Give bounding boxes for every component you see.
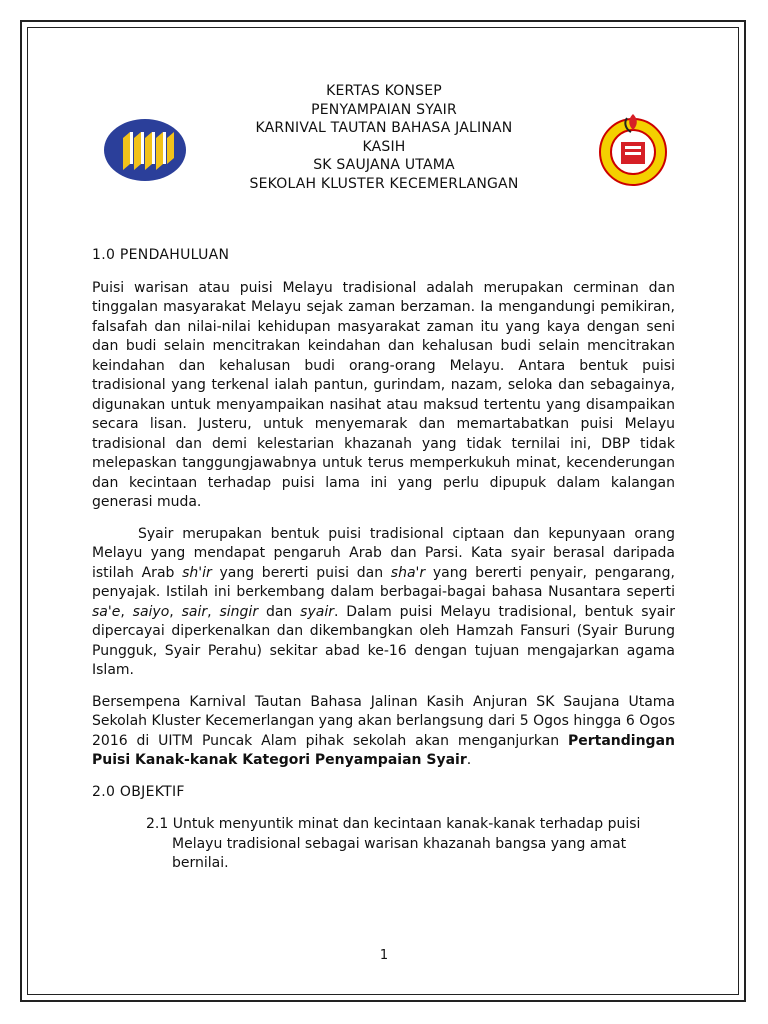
title-line: SEKOLAH KLUSTER KECEMERLANGAN: [249, 175, 519, 192]
paragraph: Bersempena Karnival Tautan Bahasa Jalinan Kasih Anjuran SK Saujana Utama Sekolah Kluster Kecemerlangan yang akan berlangsung dari 5 Ogos hingga 6 Ogos 2016 di UITM Puncak Alam pihak sekolah akan menganjurkan Pertandingan Puisi Kanak-kanak Kategori Penyampaian Syair.: [92, 693, 675, 768]
paragraph: Syair merupakan bentuk puisi tradisional ciptaan dan kepunyaan orang Melayu yang mendapat pengaruh Arab dan Parsi. Kata syair berasal daripada istilah Arab sh'ir yang bererti puisi dan sha'r yang bererti penyair, pengarang, penyajak. Istilah ini berkembang dalam berbagai-bagai bahasa Nusantara seperti sa'e, saiyo, sair, singir dan syair. Dalam puisi Melayu tradisional, bentuk syair dipercayai diperkenalkan dan dikembangkan oleh Hamzah Fansuri (Syair Burung Pungguk, Syair Perahu) sekitar abad ke-16 dengan tujuan mengajarkan agama Islam.: [92, 525, 676, 678]
competition-name: Pertandingan Puisi Kanak-kanak Kategori Penyampaian Syair: [92, 732, 675, 768]
objective-item-continuation: Melayu tradisional sebagai warisan khazanah bangsa yang amat bernilai.: [172, 835, 627, 871]
title-line: PENYAMPAIAN SYAIR: [311, 101, 457, 118]
title-line: KERTAS KONSEP: [326, 83, 442, 99]
paragraph: Puisi warisan atau puisi Melayu tradisional adalah merupakan cerminan dan tinggalan masyarakat Melayu sejak zaman berzaman. Ia mengandungi pemikiran, falsafah dan nilai-nilai kehidupan masyarakat zaman itu yang kaya dengan seni dan budi selain mencitrakan keindahan dan kehalusan budi selain mencitrakan keindahan dan kehalusan budi orang-orang Melayu. Antara bentuk puisi tradisional yang terkenal ialah pantun, gurindam, nazam, seloka dan sebagainya, digunakan untuk menyampaikan nasihat atau maksud tertentu yang disampaikan secara lisan. Justeru, untuk menyemarak dan memartabatkan puisi Melayu tradisional dan demi kelestarian khazanah yang tidak ternilai ini, DBP tidak melepaskan tanggungjawabnya untuk terus memperkukuh minat, kecenderungan dan kecintaan terhadap puisi lama ini yang perlu dipupuk dalam kalangan generasi muda.: [92, 279, 675, 510]
objective-item: 2.1 Untuk menyuntik minat dan kecintaan kanak-kanak terhadap puisi: [146, 816, 641, 832]
title-line: SK SAUJANA UTAMA: [313, 157, 455, 173]
document-title-block: [0, 82, 768, 193]
title-line: KARNIVAL TAUTAN BAHASA JALINAN: [255, 120, 513, 136]
section-heading: 2.0 OBJEKTIF: [92, 783, 185, 800]
title-line: KASIH: [362, 138, 406, 155]
document-body: [92, 246, 675, 874]
section-heading: 1.0 PENDAHULUAN: [92, 247, 230, 263]
page-number: 1: [379, 948, 389, 963]
